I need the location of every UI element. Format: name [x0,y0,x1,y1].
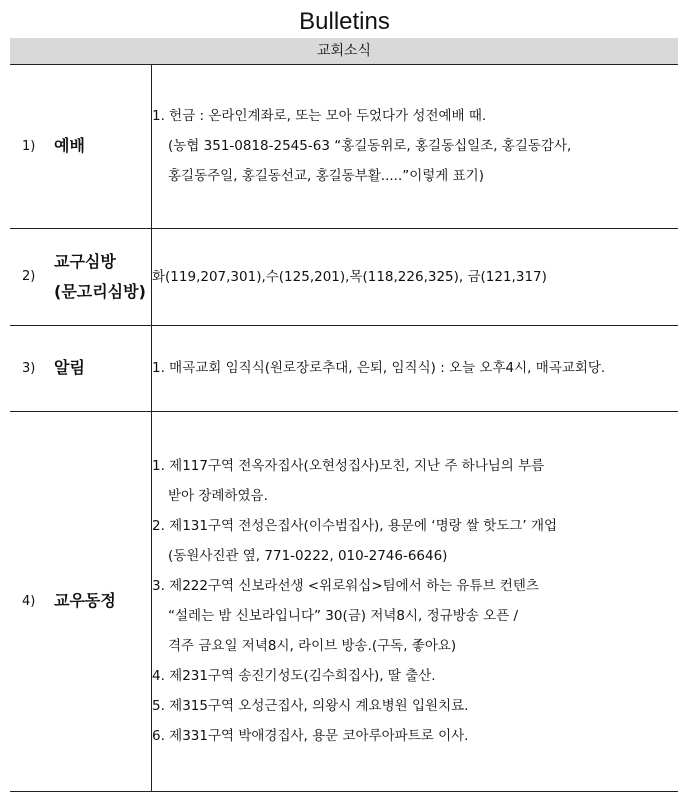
section-number: 3) [22,360,36,376]
section-label-cell [10,325,152,411]
section-title: 예배 [54,136,85,156]
content-line: 1. 매곡교회 임직식(원로장로추대, 은퇴, 임직식) : 오늘 오후4시, 매곡교회당. [152,360,606,376]
content-line: 홍길동주일, 홍길동선교, 홍길동부활.....”이렇게 표기) [168,168,484,185]
content-line: “설레는 밤 신보라입니다” 30(금) 저녁8시, 정규방송 오픈 / [168,608,518,624]
content-line: 5. 제315구역 오성근집사, 의왕시 계요병원 입원치료. [152,698,469,714]
section-content-cell [152,65,679,228]
content-line: 3. 제222구역 신보라선생 <위로워십>팀에서 하는 유튜브 컨텐츠 [152,578,539,594]
content-line: 6. 제331구역 박애경집사, 용문 코아루아파트로 이사. [152,728,469,744]
page-subtitle: 교회소식 [10,38,678,65]
content-line: 4. 제231구역 송진기성도(김수희집사), 딸 출산. [152,668,436,684]
section-content-cell [152,228,679,325]
content-line: 받아 장례하였음. [168,488,268,504]
section-title: 알림 [54,358,85,377]
table-row [10,411,678,791]
section-title: 교구심방 [54,251,116,271]
section-content-cell [152,411,679,791]
section-label-cell [10,65,152,228]
table-row [10,228,678,325]
section-title: 교우동정 [54,591,116,610]
content-line: 격주 금요일 저녁8시, 라이브 방송.(구독, 좋아요) [168,638,457,654]
section-number: 1) [22,138,36,154]
section-label-cell [10,228,152,325]
section-number: 4) [22,593,36,609]
section-label-cell [10,411,152,791]
bulletin-table [10,65,678,792]
content-line: (동원사진관 옆, 771-0222, 010-2746-6646) [168,548,448,564]
table-row [10,325,678,411]
section-content-cell [152,325,679,411]
table-row [10,65,678,228]
content-line: (농협 351-0818-2545-63 “홍길동위로, 홍길동십일조, 홍길동감사, [168,138,572,155]
page-title: Bulletins [299,8,390,35]
content-line: 1. 헌금 : 온라인계좌로, 또는 모아 두었다가 성전예배 때. [152,108,487,125]
content-line: 2. 제131구역 전성은집사(이수범집사), 용문에 ‘명랑 쌀 핫도그’ 개업 [152,518,558,534]
content-line: 화(119,207,301),수(125,201),목(118,226,325), 금(121,317) [152,268,547,285]
section-number: 2) [22,269,36,284]
section-title-sub: (문고리심방) [54,281,146,301]
content-line: 1. 제117구역 전옥자집사(오현성집사)모친, 지난 주 하나님의 부름 [152,458,545,474]
